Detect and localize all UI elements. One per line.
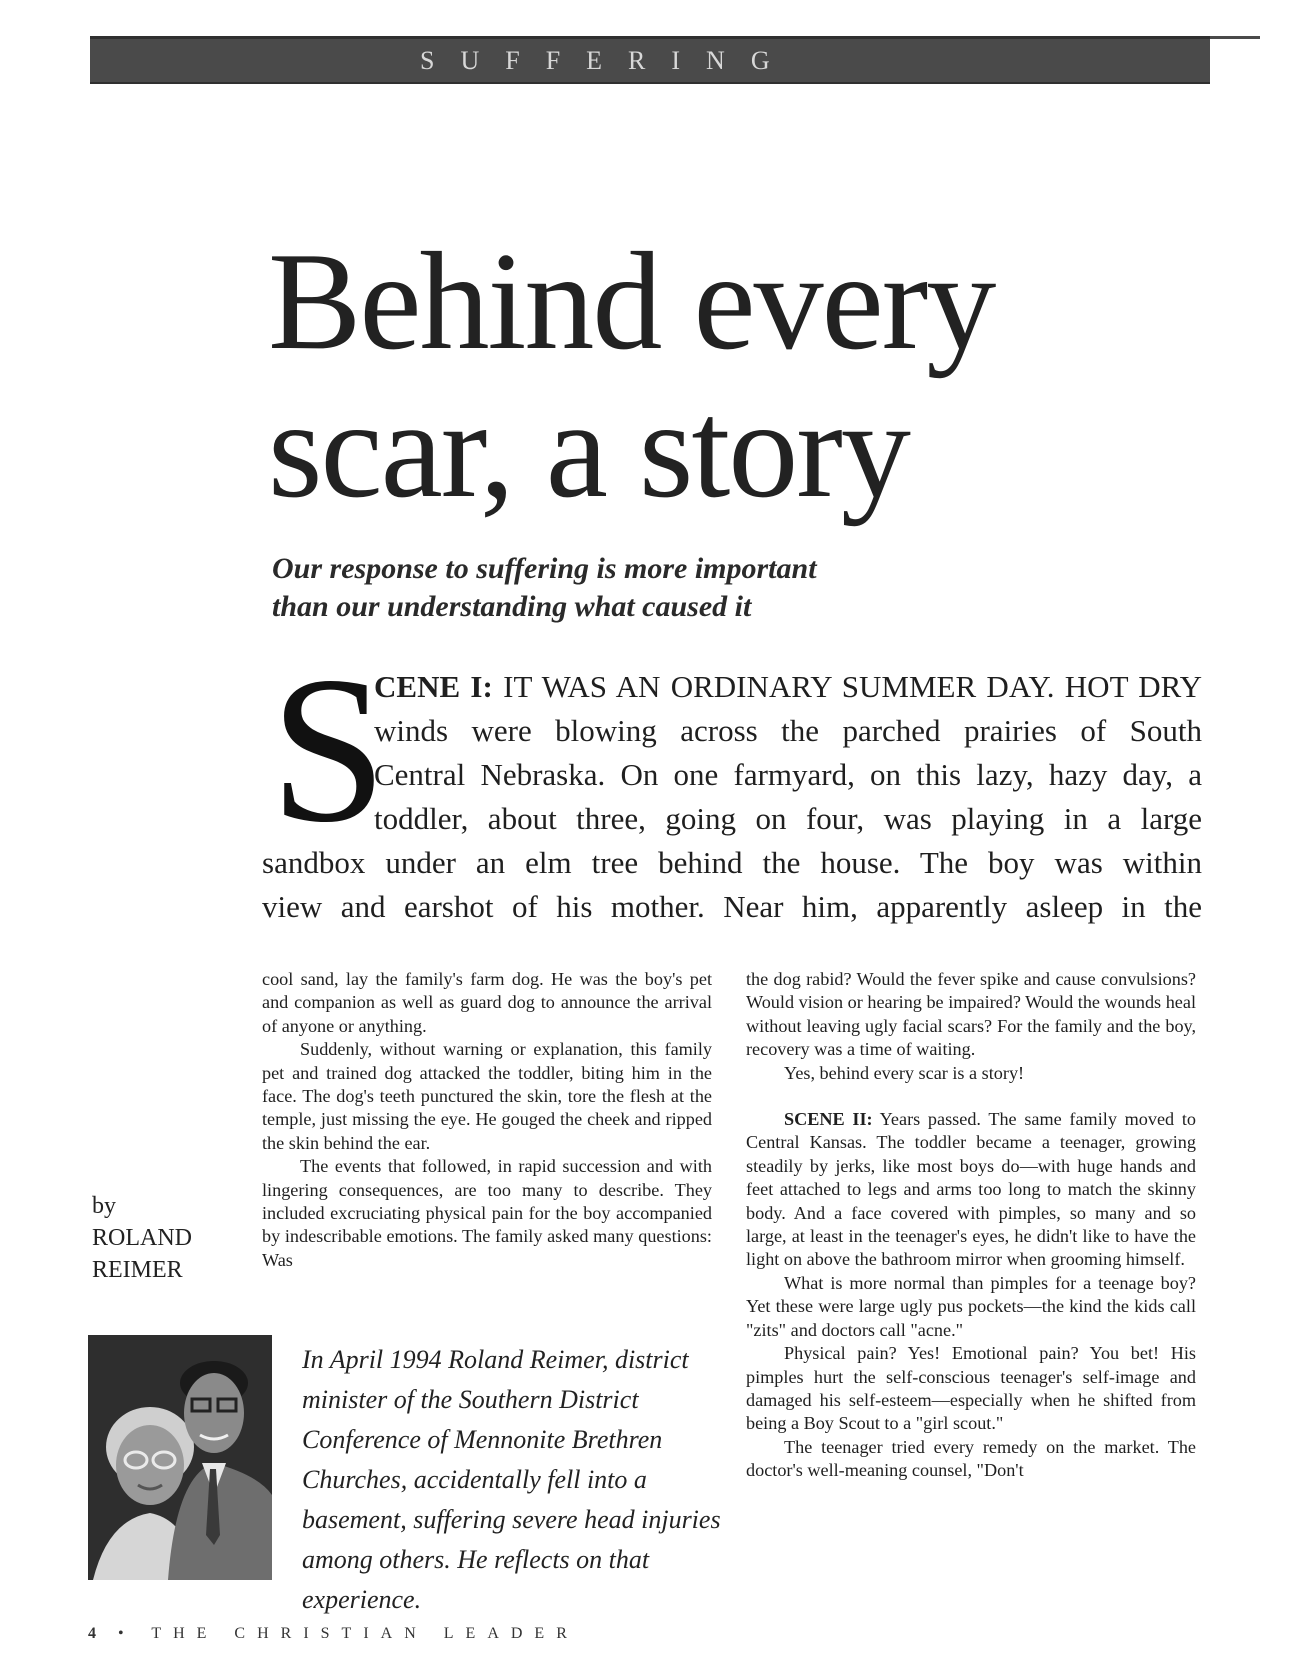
column-1 — [262, 968, 712, 1272]
banner-rule — [1210, 36, 1260, 39]
lead-line — [374, 709, 1202, 753]
lead-text: sandbox under an elm tree behind the house. The boy was within — [262, 845, 1202, 880]
lead-text: toddler, about three, going on four, was playing in a large — [374, 801, 1202, 836]
lead-text: IT WAS AN ORDINARY SUMMER DAY. HOT DRY — [492, 669, 1202, 704]
paragraph: cool sand, lay the family's farm dog. He was the boy's pet and companion as well as guard dog to announce the arrival of anyone or anything. — [262, 969, 712, 1036]
lead-text: view and earshot of his mother. Near him, apparently asleep in the — [262, 889, 1202, 924]
lead-line — [374, 665, 1202, 709]
paragraph: The events that followed, in rapid succession and with lingering consequences, are too many to describe. They included excruciating physical pain for the boy accompanied by indescribable emotions. The family asked many questions: Was — [262, 1156, 712, 1270]
section-banner — [90, 36, 1210, 84]
paragraph: the dog rabid? Would the fever spike and cause convulsions? Would vision or hearing be impaired? Would the wounds heal without leaving ugly facial scars? For the family and the boy, recovery was a time of waiting. — [746, 969, 1196, 1060]
author-caption: In April 1994 Roland Reimer, district minister of the Southern District Conference of Mennonite Brethren Churches, accidentally fell into a basement, suffering severe head injuries among others. He reflects on that experience. — [302, 1345, 721, 1614]
lead-text: winds were blowing across the parched prairies of South — [374, 713, 1202, 748]
lead-line — [262, 841, 1202, 885]
column-2 — [746, 968, 1196, 1483]
publication-name: THE CHRISTIAN LEADER — [151, 1625, 579, 1642]
paragraph: What is more normal than pimples for a teenage boy? Yet these were large ugly pus pockets—the kind the kids call "zits" and doctors call "acne." — [746, 1272, 1196, 1340]
byline — [92, 1190, 192, 1286]
lead-in: CENE I: — [374, 669, 493, 704]
page-footer — [88, 1625, 579, 1643]
author-photo — [88, 1335, 272, 1580]
scene-2-paragraph — [746, 1108, 1196, 1272]
author-first-name: ROLAND — [92, 1225, 192, 1251]
lead-line — [374, 797, 1202, 841]
paragraph: Physical pain? Yes! Emotional pain? You bet! His pimples hurt the self-conscious teenager's self-image and damaged his self-esteem—especially when he shifted from being a Boy Scout to a "girl scout." — [746, 1343, 1196, 1434]
article-dek — [272, 550, 972, 626]
scene-label: SCENE II: — [784, 1109, 873, 1130]
section-label: SUFFERING — [420, 45, 796, 75]
author-photo-image — [88, 1335, 272, 1580]
lead-text: Central Nebraska. On one farmyard, on this lazy, hazy day, a — [374, 757, 1202, 792]
byline-by: by — [92, 1193, 116, 1219]
paragraph: Suddenly, without warning or explanation, this family pet and trained dog attacked the toddler, biting him in the face. The dog's teeth punctured the skin, tore the flesh at the temple, just missing the eye. He gouged the cheek and ripped the skin behind the ear. — [262, 1039, 712, 1153]
lead-line — [262, 885, 1202, 929]
paragraph: The teenager tried every remedy on the market. The doctor's well-meaning counsel, "Don't — [746, 1436, 1196, 1481]
lead-line — [374, 753, 1202, 797]
article-title — [268, 224, 1168, 527]
dek-line-1: Our response to suffering is more important — [272, 552, 817, 585]
drop-cap: S — [270, 634, 387, 866]
paragraph: Yes, behind every scar is a story! — [784, 1062, 1025, 1083]
page-number: 4 — [88, 1625, 102, 1642]
dek-line-2: than our understanding what caused it — [272, 590, 752, 623]
author-last-name: REIMER — [92, 1257, 183, 1283]
title-line-2: scar, a story — [268, 372, 909, 527]
title-line-1: Behind every — [268, 224, 995, 379]
footer-separator: • — [118, 1625, 136, 1642]
scene-text: Years passed. The same family moved to Central Kansas. The toddler became a teenager, growing steadily by jerks, like most boys do—with huge hands and feet attached to legs and arms too long to match the skinny body. And a face covered with pimples, so many and so large, at least in the teenager's eyes, he didn't like to have the light on above the bathroom mirror when grooming himself. — [746, 1109, 1196, 1270]
